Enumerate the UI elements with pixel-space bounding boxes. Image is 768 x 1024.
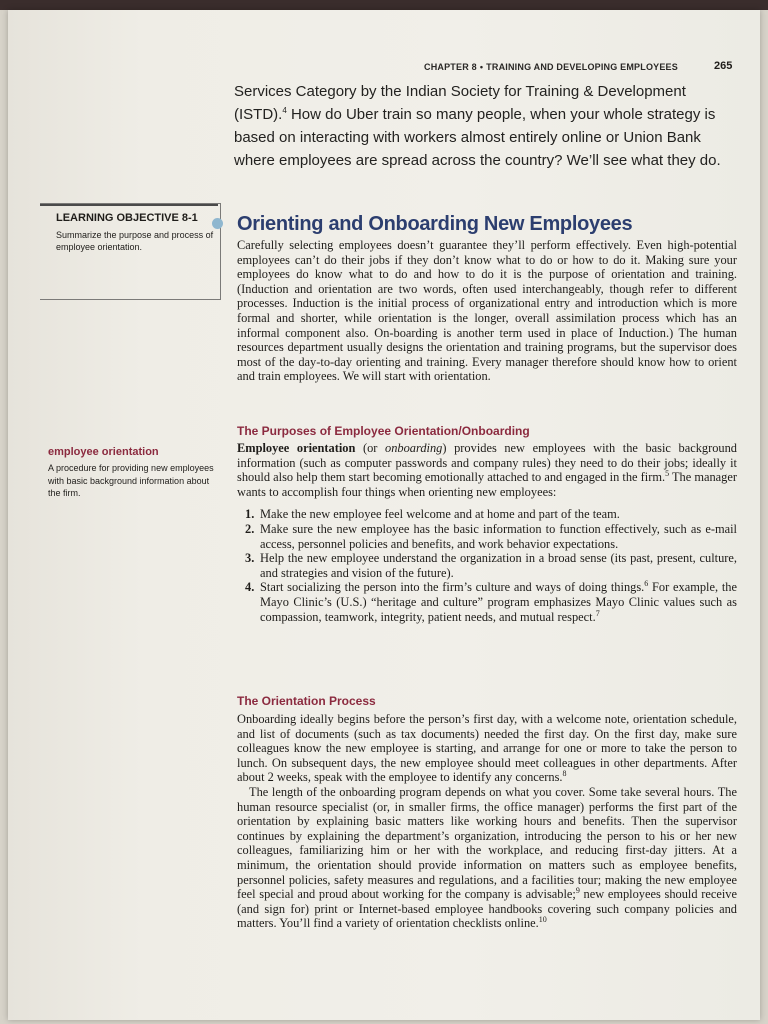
section-heading: Orienting and Onboarding New Employees <box>237 213 633 235</box>
process-heading: The Orientation Process <box>237 694 376 708</box>
purposes-list <box>237 507 737 624</box>
paren-close: ) <box>442 441 447 455</box>
chapter-label: CHAPTER 8 <box>424 62 477 72</box>
item-number: 1. <box>245 507 255 522</box>
paren-open: (or <box>355 441 386 455</box>
footnote-ref: 7 <box>595 608 600 618</box>
running-head <box>424 62 678 72</box>
box-top-rule <box>40 204 218 206</box>
intro-text-cont: How do Uber train so many people, when your whole strategy is based on interacting with workers almost entirely online or Union Bank where employees are spread across the country? We’ll see what they do. <box>234 106 721 169</box>
list-item <box>237 522 737 551</box>
item-text: Make the new employee feel welcome and at home and part of the team. <box>260 507 620 522</box>
top-edge <box>0 0 768 10</box>
purposes-text: provides new employees with the basic background information (such as computer passwords and company rules) they need to do their jobs; ideally it should also help them start becoming emotionally attached to and engaged in the firm. <box>237 441 737 485</box>
item-number: 2. <box>245 521 255 536</box>
objective-marker-icon <box>212 218 223 229</box>
paragraph-text: Carefully selecting employees doesn’t guarantee they’ll perform effectively. Even high-potential employees can’t do their jobs if they don’t know what to do or how to do it. Making sure your employees do know what to do and how to do it is the purpose of orientation and training. (Induction and orientation are two words, often used interchangeably, though refer to different processes. Induction is the initial process of organizational entry and introduction which is more formal and shorter, while orientation is the longer, overall assimilation process which has an informal component also. On-boarding is another term used in place of Induction.) The human resources department usually designs the orientation and training programs, but the supervisor does most of the day-to-day orienting and training. Every manager therefore should know how to orient and train employees. We will start with orientation. <box>237 238 737 384</box>
footnote-ref: 10 <box>538 915 547 925</box>
section-intro-paragraph <box>237 238 737 384</box>
footnote-ref: 4 <box>282 106 287 115</box>
item-number: 3. <box>245 551 255 566</box>
list-item <box>237 551 737 580</box>
process-paragraph-2 <box>237 785 737 931</box>
purposes-paragraph <box>237 441 737 499</box>
item-number: 4. <box>245 580 255 595</box>
purposes-block <box>237 441 737 624</box>
purposes-text-cont: The manager wants to accomplish four things when orienting new employees: <box>237 470 737 499</box>
book-page <box>8 10 760 1020</box>
chapter-title: TRAINING AND DEVELOPING EMPLOYEES <box>486 62 678 72</box>
paragraph-text-cont: new employees should receive (and sign for) print or Internet-based employee handbooks covering such company policies and matters. You’ll find a variety of orientation checklists online. <box>237 887 737 931</box>
item-text: Start socializing the person into the firm’s culture and ways of doing things. <box>260 580 645 595</box>
learning-objective-box <box>40 203 221 300</box>
learning-objective-title: LEARNING OBJECTIVE 8-1 <box>56 212 198 224</box>
process-block <box>237 712 737 931</box>
intro-text: Services Category by the Indian Society for Training & Development (ISTD). <box>234 83 686 123</box>
margin-definition: A procedure for providing new employees with basic background information about the firm. <box>48 463 214 498</box>
list-item <box>237 580 737 624</box>
item-text-cont: For example, the Mayo Clinic’s (U.S.) “heritage and culture” program emphasizes Mayo Clinic values such as compassion, teamwork, integrity, patient needs, and mutual respect. <box>260 580 737 624</box>
footnote-ref: 8 <box>562 769 567 779</box>
item-text: Make sure the new employee has the basic information to function effectively, such as e-mail access, personnel policies and benefits, and work behavior expectations. <box>260 521 737 551</box>
intro-paragraph <box>234 80 734 172</box>
list-item <box>237 507 737 522</box>
item-text: Help the new employee understand the organization in a broad sense (its past, present, culture, and strategies and vision of the future). <box>260 551 737 580</box>
page-number: 265 <box>714 60 733 72</box>
key-term: Employee orientation <box>237 441 356 455</box>
process-paragraph-1 <box>237 712 737 785</box>
paragraph-text: Onboarding ideally begins before the person’s first day, with a welcome note, orientation schedule, and list of documents (such as tax documents) needed the first day. On the first day, make sure colleagues know the new employee is starting, and arrange for one or more to take the person to lunch. On subsequent days, the new employee should meet colleagues in other departments. After about 2 weeks, speak with the employee to identify any concerns. <box>237 712 737 785</box>
learning-objective-text: Summarize the purpose and process of employee orientation. <box>56 230 214 252</box>
margin-term: employee orientation <box>48 446 159 458</box>
footnote-ref: 5 <box>665 469 670 479</box>
paragraph-text: The length of the onboarding program depends on what you cover. Some take several hours. The human resource specialist (or, in smaller firms, the office manager) performs the first part of the orientation by explaining basic matters like working hours and benefits. Then the supervisor continues by explaining the department’s organization, introducing the person to his or her new colleagues, familiarizing him or her with the workplace, and reducing first-day jitters. At a minimum, the orientation should provide information on matters such as employee benefits, personnel policies, safety measures and regulations, and a facilities tour; making the new employee feel special and proud about working for the company is advisable; <box>237 784 737 902</box>
footnote-ref: 6 <box>644 579 649 589</box>
footnote-ref: 9 <box>575 886 580 895</box>
purposes-heading: The Purposes of Employee Orientation/Onboarding <box>237 424 530 438</box>
separator-dot: • <box>479 62 484 72</box>
alt-term: onboarding <box>385 441 443 455</box>
